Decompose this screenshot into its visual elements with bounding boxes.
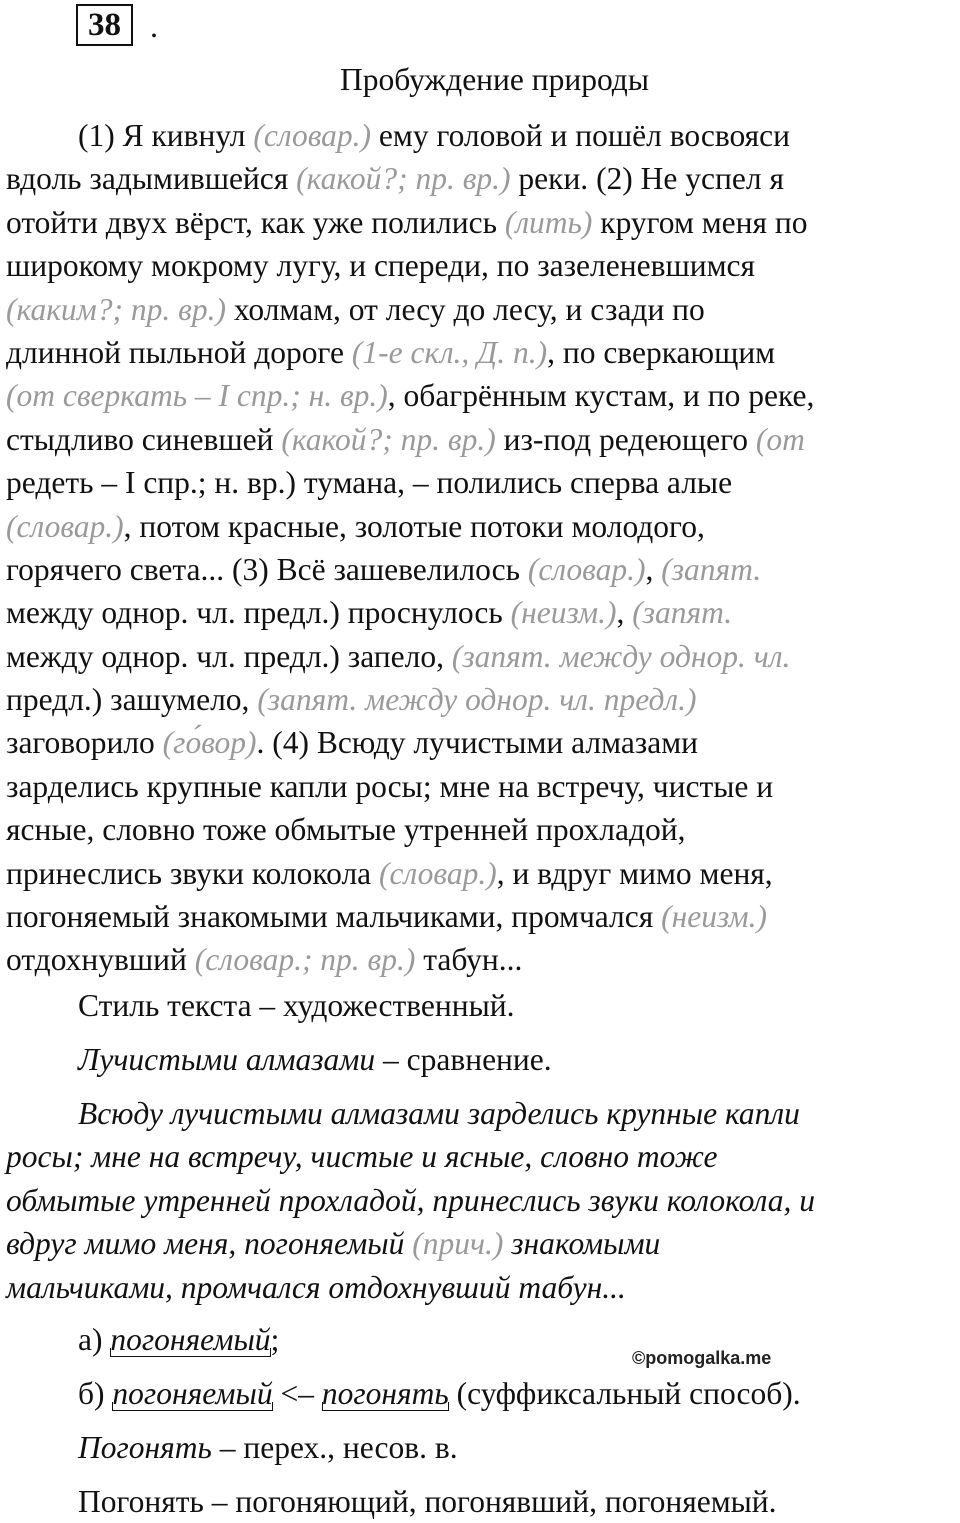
text-line-19: погоняемый знакомыми мальчиками, промчался (неизм.) — [6, 899, 767, 935]
main-text — [6, 114, 954, 982]
watermark: ©pomogalka.me — [632, 1348, 772, 1368]
item-b-method: (суффиксальный способ). — [448, 1376, 801, 1411]
text-title: Пробуждение природы — [340, 62, 650, 97]
item-b-source: погонять — [322, 1372, 449, 1415]
text-line-11: горячего света... (3) Всё зашевелилось (словар.), (запят. — [6, 551, 762, 587]
analysis-line-5: мальчиками, промчался отдохнувший табун... — [6, 1269, 626, 1305]
verb-word: Погонять — [78, 1430, 212, 1465]
text-line-8: стыдливо синевшей (какой?; пр. вр.) из-под редеющего (от — [6, 421, 805, 457]
text-line-2: вдоль задымившейся (какой?; пр. вр.) реки. (2) Не успел я — [6, 161, 784, 197]
text-line-12: между однор. чл. предл.) проснулось (неизм.), (запят. — [6, 595, 733, 631]
verb-line — [6, 1426, 954, 1469]
item-a — [6, 1318, 954, 1361]
item-a-end: ; — [270, 1322, 280, 1357]
item-a-word: погоняемый — [110, 1318, 270, 1361]
item-b-word: погоняемый — [112, 1372, 272, 1415]
text-line-4: широкому мокрому лугу, и спереди, по зазеленевшимся — [6, 248, 755, 284]
verb-rest: – перех., несов. в. — [211, 1430, 458, 1465]
comparison-line — [6, 1038, 954, 1081]
analysis-line-2: росы; мне на встречу, чистые и ясные, словно тоже — [6, 1139, 718, 1175]
item-b — [6, 1372, 954, 1415]
text-line-6: длинной пыльной дороге (1-е скл., Д. п.), по сверкающим — [6, 334, 776, 370]
analysis-line-4: вдруг мимо меня, погоняемый (прич.) знакомыми — [6, 1226, 661, 1262]
style-line — [6, 984, 954, 1027]
text-line-14: предл.) зашумело, (запят. между однор. чл. предл.) — [6, 682, 697, 718]
analysis-line-3: обмытые утренней прохладой, принеслись звуки колокола, и — [6, 1182, 815, 1218]
analysis-line-1: Всюду лучистыми алмазами зарделись крупные капли — [78, 1096, 800, 1131]
forms-text: Погонять – погоняющий, погонявший, погоняемый. — [78, 1484, 777, 1519]
text-line-5: (каким?; пр. вр.) холмам, от лесу до лесу, и сзади по — [6, 291, 705, 327]
text-line-3: отойти двух вёрст, как уже полились (лить) кругом меня по — [6, 204, 808, 240]
task-number-dot: . — [150, 8, 158, 44]
text-line-9: редеть – I спр.; н. вр.) тумана, – полились сперва алые — [6, 465, 733, 501]
text-line-20: отдохнувший (словар.; пр. вр.) табун... — [6, 942, 523, 978]
text-line-1: (1) Я кивнул (словар.) ему головой и пошёл восвояси — [78, 118, 791, 153]
forms-line — [6, 1480, 954, 1523]
item-b-label: б) — [78, 1376, 113, 1411]
text-line-17: ясные, словно тоже обмытые утренней прохладой, — [6, 812, 686, 848]
item-a-label: а) — [78, 1322, 111, 1357]
task-number: 38 — [76, 4, 133, 46]
item-b-arrow: <– — [272, 1376, 322, 1411]
analysis-text — [6, 1092, 954, 1309]
text-line-10: (словар.), потом красные, золотые потоки молодого, — [6, 508, 705, 544]
style-text: Стиль текста – художественный. — [78, 988, 515, 1023]
text-line-15: заговорило (го́вор). (4) Всюду лучистыми алмазами — [6, 725, 699, 761]
text-line-7: (от сверкать – I спр.; н. вр.), обагрённым кустам, и по реке, — [6, 378, 815, 414]
text-line-13: между однор. чл. предл.) запело, (запят. между однор. чл. — [6, 638, 791, 674]
text-line-16: зарделись крупные капли росы; мне на встречу, чистые и — [6, 768, 774, 804]
comparison-phrase: Лучистыми алмазами — [78, 1042, 376, 1077]
text-line-18: принеслись звуки колокола (словар.), и вдруг мимо меня, — [6, 855, 773, 891]
comparison-rest: – сравнение. — [375, 1042, 552, 1077]
